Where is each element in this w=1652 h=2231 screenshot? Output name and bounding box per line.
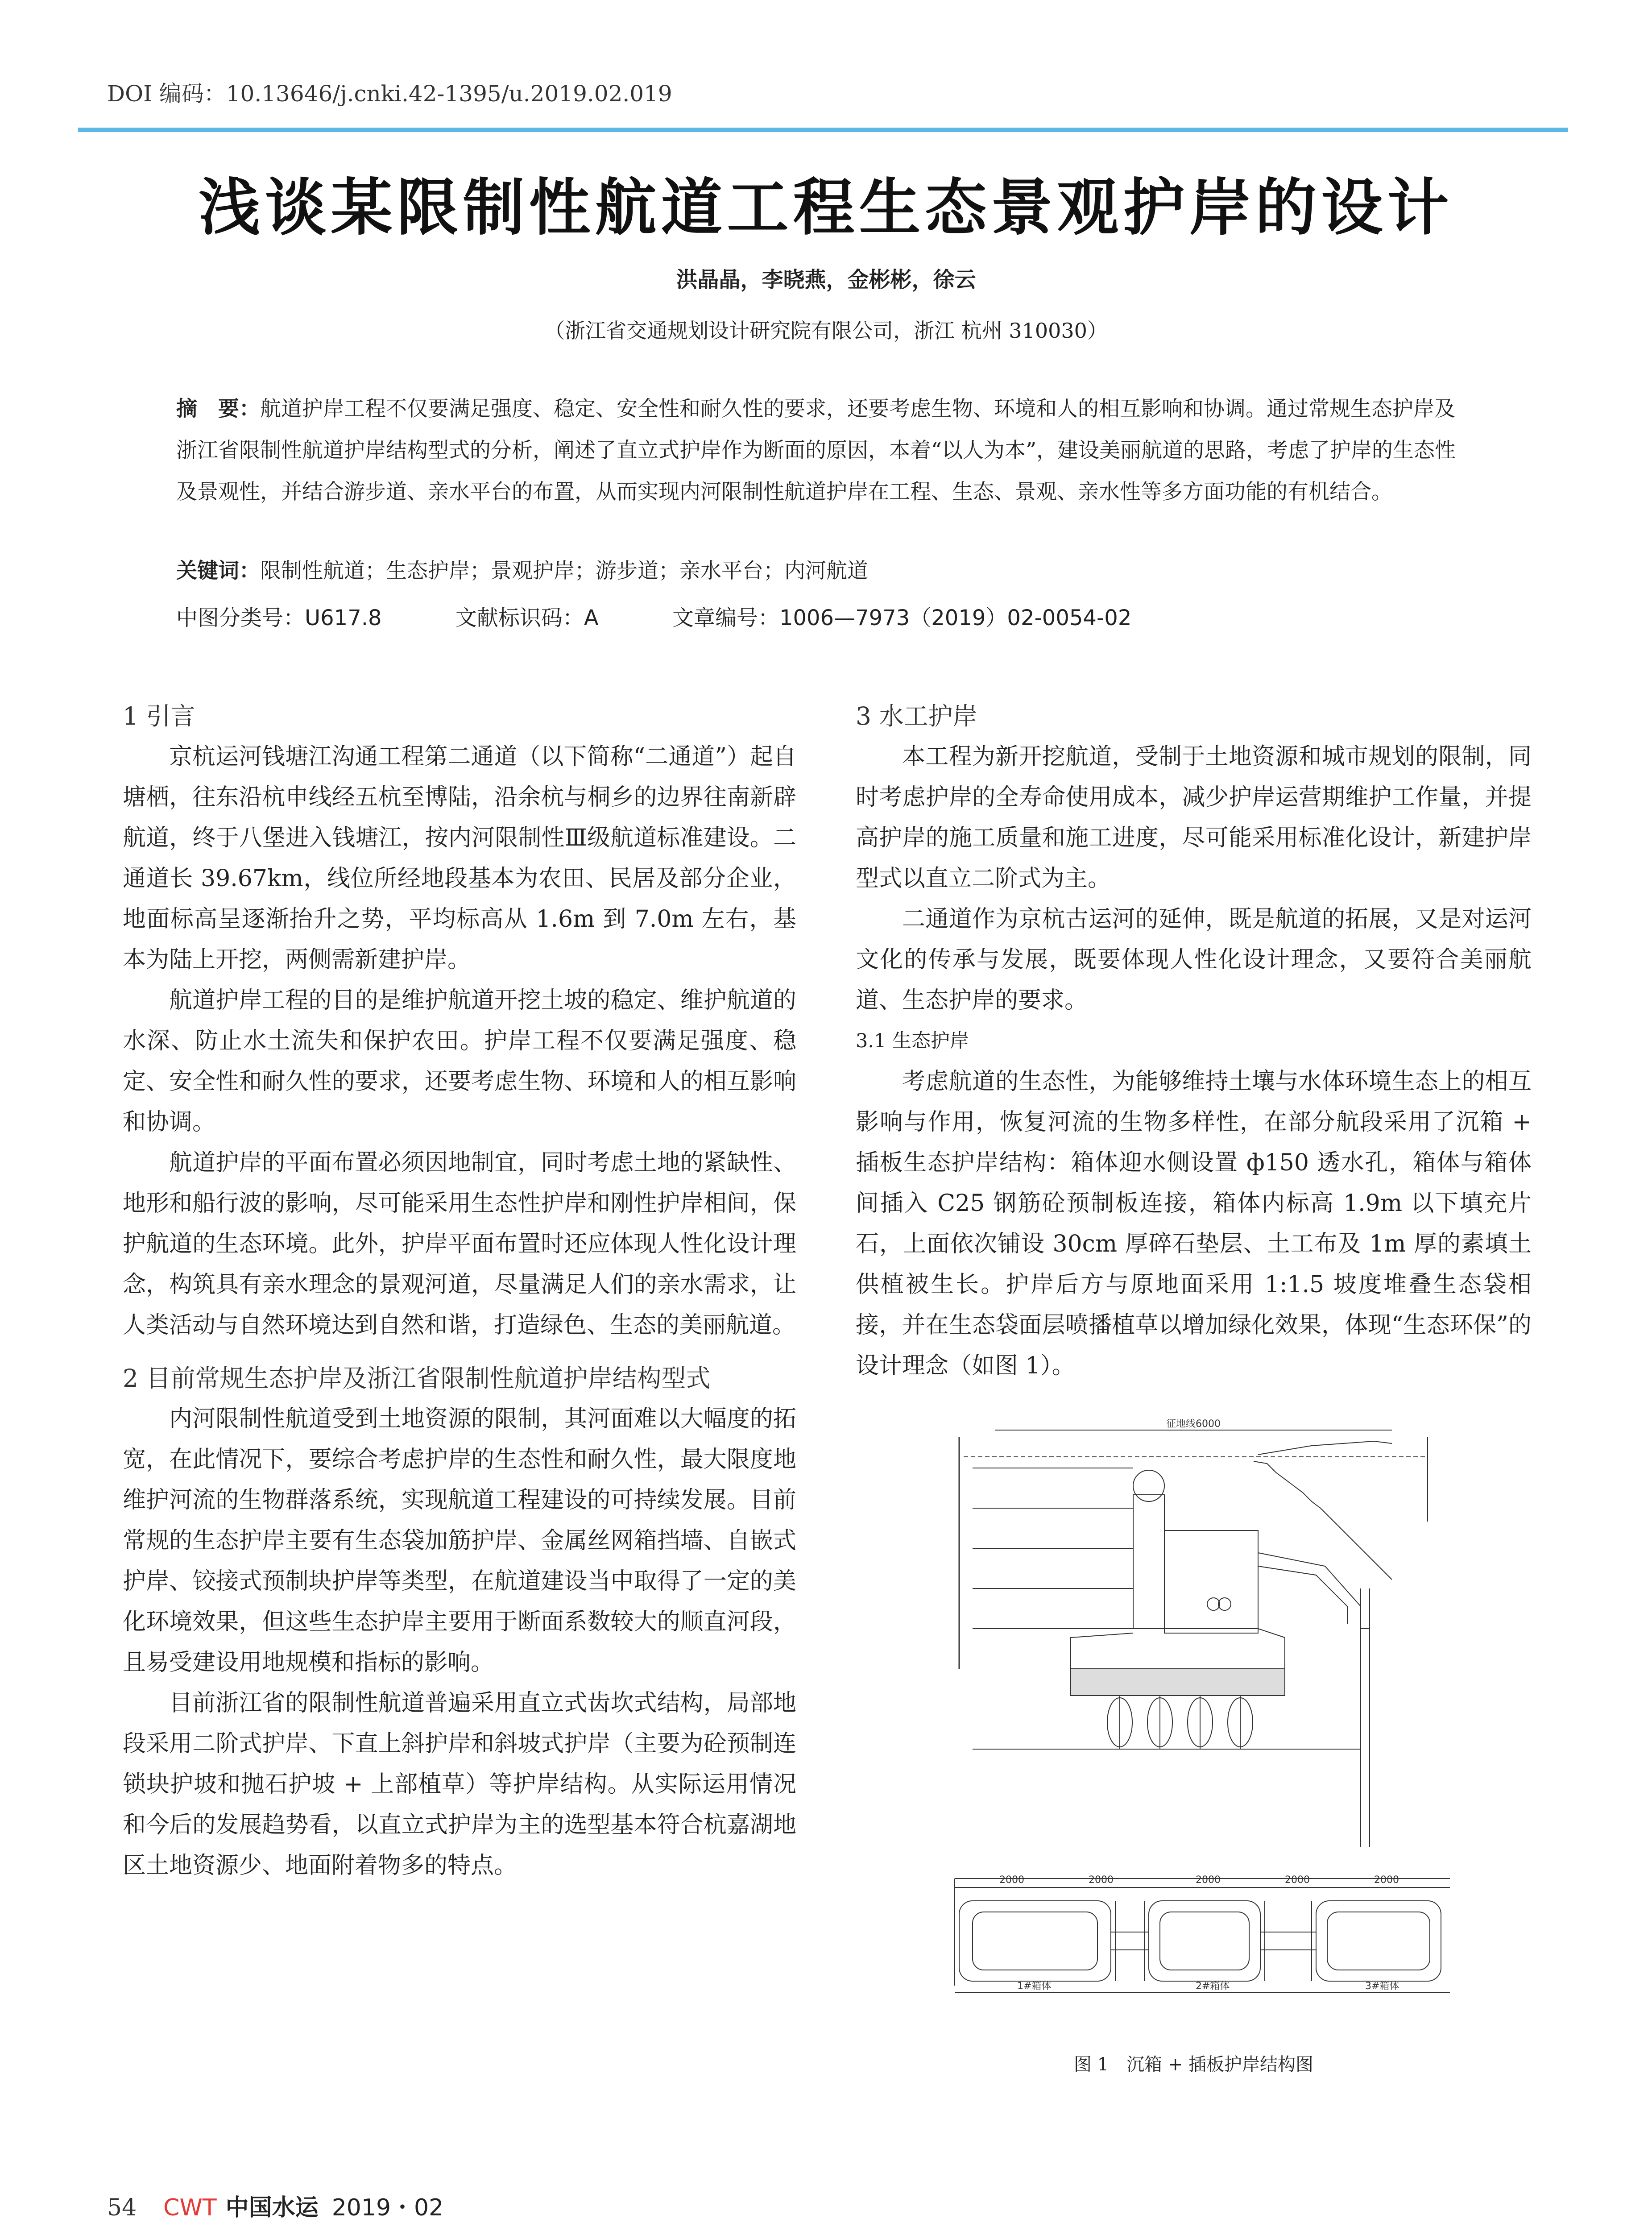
- caisson-3-label: 3#箱体: [1365, 1981, 1399, 1992]
- journal-issue: 2019・02: [331, 2194, 444, 2221]
- section-1-paragraph-3: 航道护岸的平面布置必须因地制宜，同时考虑土地的紧缺性、地形和船行波的影响，尽可能采用生态性护岸和刚性护岸相间，保护航道的生态环境。此外，护岸平面布置时还应体现人性化设计理念，构筑具有亲水理念的景观河道，尽量满足人们的亲水需求，让人类活动与自然环境达到自然和谐，打造绿色、生态的美丽航道。: [123, 1149, 796, 1339]
- figure-caption: 图 1 沉箱 + 插板护岸结构图: [1073, 2054, 1314, 2075]
- section-2-paragraph-2: 目前浙江省的限制性航道普遍采用直立式齿坎式结构，局部地段采用二阶式护岸、下直上斜护岸和斜坡式护岸（主要为砼预制连锁块护坡和抛石护坡 + 上部植草）等护岸结构。从实际运用情况和今后的发展趋势看，以直立式护岸为主的选型基本符合杭嘉湖地区土地资源少、地面附着物多的特点。: [123, 1690, 796, 1879]
- section-3-paragraph-1: 本工程为新开挖航道，受制于土地资源和城市规划的限制，同时考虑护岸的全寿命使用成本，减少护岸运营期维护工作量，并提高护岸的施工质量和施工进度，尽可能采用标准化设计，新建护岸型式以直立二阶式为主。: [856, 743, 1532, 892]
- article-number: 文章编号：1006—7973（2019）02-0054-02: [672, 605, 1132, 630]
- keywords-text: 限制性航道；生态护岸；景观护岸；游步道；亲水平台；内河航道: [260, 559, 868, 583]
- figure-dim-4: 2000: [1285, 1874, 1310, 1886]
- authors: 洪晶晶，李晓燕，金彬彬，徐云: [676, 267, 976, 292]
- section-3-paragraph-2: 二通道作为京杭古运河的延伸，既是航道的拓展，又是对运河文化的传承与发展，既要体现人性化设计理念，又要符合美丽航道、生态护岸的要求。: [856, 906, 1532, 1014]
- keywords-label: 关键词：: [176, 559, 260, 583]
- journal-name: 中国水运: [225, 2194, 319, 2221]
- figure-dim-2: 2000: [1089, 1874, 1114, 1886]
- section-3-1-heading: 3.1 生态护岸: [856, 1030, 969, 1052]
- caisson-1-label: 1#箱体: [1017, 1981, 1052, 1992]
- section-3-heading: 3 水工护岸: [856, 702, 977, 730]
- journal-brand: CWT: [163, 2194, 217, 2221]
- classification-line: [176, 601, 1198, 631]
- right-column: [856, 696, 1532, 1386]
- affiliation: （浙江省交通规划设计研究院有限公司，浙江 杭州 310030）: [544, 319, 1108, 343]
- section-2-heading: 2 目前常规生态护岸及浙江省限制性航道护岸结构型式: [123, 1364, 711, 1393]
- section-3-1-paragraph: 考虑航道的生态性，为能够维持土壤与水体环境生态上的相互影响与作用，恢复河流的生物多样性，在部分航段采用了沉箱 + 插板生态护岸结构：箱体迎水侧设置 ф150 透水孔，箱体与箱体间插入 C25 钢筋砼预制板连接，箱体内标高 1.9m 以下填充片石，上面依次铺设 30cm 厚碎石垫层、土工布及 1m 厚的素填土供植被生长。护岸后方与原地面采用 1:1.5 坡度堆叠生态袋相接，并在生态袋面层喷播植草以增加绿化效果，体现“生态环保”的设计理念（如图 1）。: [856, 1068, 1532, 1379]
- section-2-paragraph-1: 内河限制性航道受到土地资源的限制，其河面难以大幅度的拓宽，在此情况下，要综合考虑护岸的生态性和耐久性，最大限度地维护河流的生物群落系统，实现航道工程建设的可持续发展。目前常规的生态护岸主要有生态袋加筋护岸、金属丝网箱挡墙、自嵌式护岸、铰接式预制块护岸等类型，在航道建设当中取得了一定的美化环境效果，但这些生态护岸主要用于断面系数较大的顺直河段，且易受建设用地规模和指标的影响。: [123, 1406, 796, 1676]
- section-1-heading: 1 引言: [123, 702, 195, 730]
- figure-dim-3: 2000: [1196, 1874, 1221, 1886]
- caisson-2-label: 2#箱体: [1196, 1981, 1230, 1992]
- clc-number: 中图分类号：U617.8: [176, 605, 382, 630]
- revetment-structure-figure: [946, 1419, 1461, 2039]
- paper-title: 浅谈某限制性航道工程生态景观护岸的设计: [199, 172, 1453, 244]
- document-code: 文献标识码：A: [455, 605, 599, 630]
- figure-dimension-land: 征地线6000: [1166, 1419, 1221, 1430]
- abstract-text: 航道护岸工程不仅要满足强度、稳定、安全性和耐久性的要求，还要考虑生物、环境和人的相互影响和协调。通过常规生态护岸及浙江省限制性航道护岸结构型式的分析，阐述了直立式护岸作为断面的原因，本着“以人为本”，建设美丽航道的思路，考虑了护岸的生态性及景观性，并结合游步道、亲水平台的布置，从而实现内河限制性航道护岸在工程、生态、景观、亲水性等多方面功能的有机结合。: [176, 397, 1456, 504]
- page-number: 54: [107, 2194, 137, 2221]
- section-1-paragraph-1: 京杭运河钱塘江沟通工程第二通道（以下简称“二通道”）起自塘栖，往东沿杭申线经五杭至博陆，沿余杭与桐乡的边界往南新辟航道，终于八堡进入钱塘江，按内河限制性Ⅲ级航道标准建设。二通道长 39.67km，线位所经地段基本为农田、民居及部分企业，地面标高呈逐渐抬升之势，平均标高从 1.6m 到 7.0m 左右，基本为陆上开挖，两侧需新建护岸。: [123, 743, 796, 973]
- left-column: [123, 696, 796, 1886]
- figure-dim-5: 2000: [1374, 1874, 1399, 1886]
- figure-dim-1: 2000: [999, 1874, 1024, 1886]
- page-footer: [107, 2189, 443, 2222]
- abstract: [176, 388, 1474, 513]
- abstract-label: 摘 要：: [176, 397, 260, 421]
- section-1-paragraph-2: 航道护岸工程的目的是维护航道开挖土坡的稳定、维护航道的水深、防止水土流失和保护农田。护岸工程不仅要满足强度、稳定、安全性和耐久性的要求，还要考虑生物、环境和人的相互影响和协调。: [123, 987, 796, 1136]
- keywords: [176, 554, 868, 584]
- doi-line: DOI 编码：10.13646/j.cnki.42-1395/u.2019.02.019: [107, 81, 672, 107]
- header-rule: [78, 128, 1568, 132]
